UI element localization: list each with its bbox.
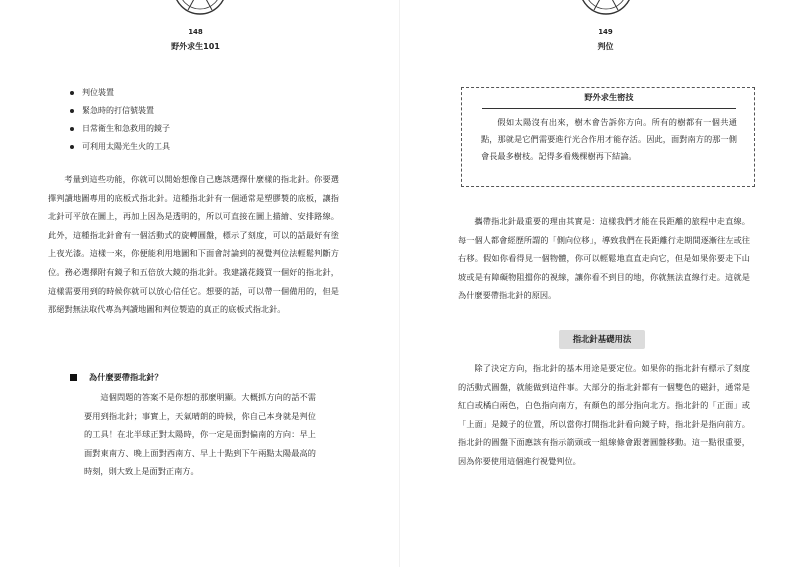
page-number: 149 (598, 28, 613, 36)
body-paragraph: 考量到這些功能，你就可以開始想像自己應該選擇什麼樣的指北針。你要選擇判讀地圖專用的底板式指北針。這種指北針有一個通常是塑膠製的底板，讓指北針可平放在圖上，再加上因為是透明的，所以可直接在圖上描繪、安排路線。此外，這種指北針會有一個活動式的旋轉圓盤，標示了刻度，可以的話最好有塗上夜光漆。這樣一來，你便能利用地圖和下面會討論到的視覺判位法輕鬆判斷方位。務必選擇附有鏡子和五倍放大鏡的指北針。我建議花錢買一個好的指北針，這樣需要用到的時候你就可以放心信任它。想要的話，可以帶一個備用的，但是那絕對無法取代專為判讀地圖和判位製造的真正的底板式指北針。 (48, 174, 339, 315)
bullet-list (70, 84, 170, 156)
list-item: 緊急時的打信號裝置 (70, 102, 170, 120)
body-paragraph: 攜帶指北針最重要的理由其實是：這樣我們才能在長距離的旅程中走直線。每一個人都會經歷所謂的「側向位移」，導致我們在長距離行走期間逐漸往左或往右移。假如你看得見一個物體，你可以輕鬆地直直走向它，但是如果你要走下山坡或是有障礙物阻擋你的視線，讓你看不到目的地，你就無法直線行走。這就是為什麼要帶指北針的原因。 (458, 216, 750, 301)
right-page (400, 0, 799, 567)
tip-box-heading: 野外求生密技 (482, 92, 736, 109)
tip-box (461, 87, 755, 187)
section-heading: 指北針基礎用法 (559, 330, 645, 349)
list-item: 日常衛生和急救用的鏡子 (70, 120, 170, 138)
running-title: 判位 (597, 42, 614, 51)
compass-icon (576, 0, 636, 20)
body-paragraph: 這個問題的答案不是你想的那麼明顯。大概抓方向的話不需要用到指北針；事實上，天氣晴朗的時候，你自己本身就是判位的工具！在北半球正對太陽時，你一定是面對偏南的方向：早上面對東南方、晚上面對西南方、早上十點到下午兩點太陽最高的時刻，則大致上是面對正南方。 (84, 392, 316, 477)
tip-box-text: 假如太陽沒有出來，樹木會告訴你方向。所有的樹都有一個共通點，那就是它們需要進行光合作用才能存活。因此，面對南方的那一側會長最多樹枝。記得多看幾棵樹再下結論。 (481, 117, 737, 162)
compass-icon (170, 0, 230, 20)
subheading-text: 為什麼要帶指北針？ (89, 372, 163, 382)
square-bullet-icon (70, 374, 77, 381)
page-number: 148 (188, 28, 203, 36)
left-page (0, 0, 399, 567)
body-paragraph: 除了決定方向，指北針的基本用途是要定位。如果你的指北針有標示了刻度的活動式圓盤，就能做到這件事。大部分的指北針都有一個雙色的磁針，通常是紅白或橘白兩色，白色指向南方，有顏色的部分指向北方。指北針的「正面」或「上面」是鏡子的位置，所以當你打開指北針看向鏡子時，指北針是指向前方。指北針的圓盤下面應該有指示箭頭或一組線條會跟著圓盤移動。這一點很重要，因為你要使用這個進行視覺判位。 (458, 363, 750, 466)
list-item: 可利用太陽光生火的工具 (70, 138, 170, 156)
list-item: 判位裝置 (70, 84, 170, 102)
subheading (70, 372, 163, 383)
running-title: 野外求生101 (171, 42, 220, 51)
